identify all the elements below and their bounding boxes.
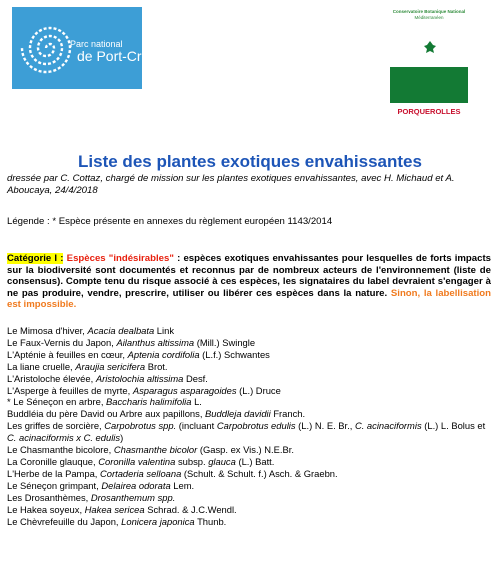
list-item: * Le Séneçon en arbre, Baccharis halimifolia L. [7,396,202,408]
list-item: Le Hakea soyeux, Hakea sericea Schrad. & J.C.Wendl. [7,503,237,515]
list-item: L'Herbe de la Pampa, Cortaderia selloana (Schult. & Schult. f.) Asch. & Graebn. [7,467,338,479]
list-item: Le Faux-Vernis du Japon, Ailanthus altissima (Mill.) Swingle [7,336,256,348]
list-item: L'Asperge à feuilles de myrte, Asparagus asparagoides (L.) Druce [7,384,281,396]
page-title: Liste des plantes exotiques envahissantes [78,152,422,171]
species-list [7,325,493,527]
category-paragraph [7,253,491,311]
page-subtitle: dressée par C. Cottaz, chargé de mission sur les plantes exotiques envahissantes, avec H. Michaud et A. Aboucaya, 24/4/2018 [7,173,455,196]
list-item: Le Chasmanthe bicolore, Chasmanthe bicolor (Gasp. ex Vis.) N.E.Br. [7,444,294,456]
list-item: L'Aristoloche élevée, Aristolochia altissima Desf. [7,372,208,384]
parc-national-port-cros-logo [12,7,157,89]
list-item: La Coronille glauque, Coronilla valentina subsp. glauca (L.) Batt. [7,455,275,467]
list-item: La liane cruelle, Araujia sericifera Brot. [7,360,168,372]
park-name-line2: de Port-Cros [77,48,157,64]
list-item: Le Mimosa d'hiver, Acacia dealbata Link [7,325,175,336]
leaf-icon [424,41,436,55]
category-label: Catégorie I : [7,253,64,264]
cbn-name-line1: Conservatoire Botanique National [392,9,466,14]
category-note: Sinon, la labellisation est impossible. [7,287,492,311]
list-item: Le Séneçon grimpant, Delairea odorata Lem. [7,479,195,491]
park-name-line1: Parc national [70,39,123,49]
list-item: Buddléia du père David ou Arbre aux papillons, Buddleja davidii Franch. [7,408,306,420]
category-description: : espèces exotiques envahissantes pour lesquelles de forts impacts sur la biodiversité sont documentés et reconnus par de nombreux acteurs de l'environnement (liste de consensus). Compte tenu du risque associé à ces espèces, les signataires du label devraient s'engager à ne pas produire, vendre, prescrire, utiliser ou libérer ces espèces dans la nature. [7,253,491,299]
category-name: Espèces "indésirables" [66,253,174,264]
porquerolles-green-block [390,67,468,103]
list-item: Les griffes de sorcière, Carpobrotus spp. (incluant Carpobrotus edulis (L.) N. E. Br., C. acinaciformis (L.) L. Bolus et C. acinaciformis x C. edulis) [7,420,486,444]
cbn-porquerolles-logo [384,7,474,116]
list-item: Les Drosanthèmes, Drosanthemum spp. [7,491,176,503]
list-item: Le Chèvrefeuille du Japon, Lonicera japonica Thunb. [7,515,227,527]
cbn-name-line2: Méditerranéen [414,15,444,20]
porquerolles-label: PORQUEROLLES [397,107,461,116]
list-item: L'Apténie à feuilles en cœur, Aptenia cordifolia (L.f.) Schwantes [7,348,270,360]
legend: Légende : * Espèce présente en annexes du règlement européen 1143/2014 [7,216,333,227]
